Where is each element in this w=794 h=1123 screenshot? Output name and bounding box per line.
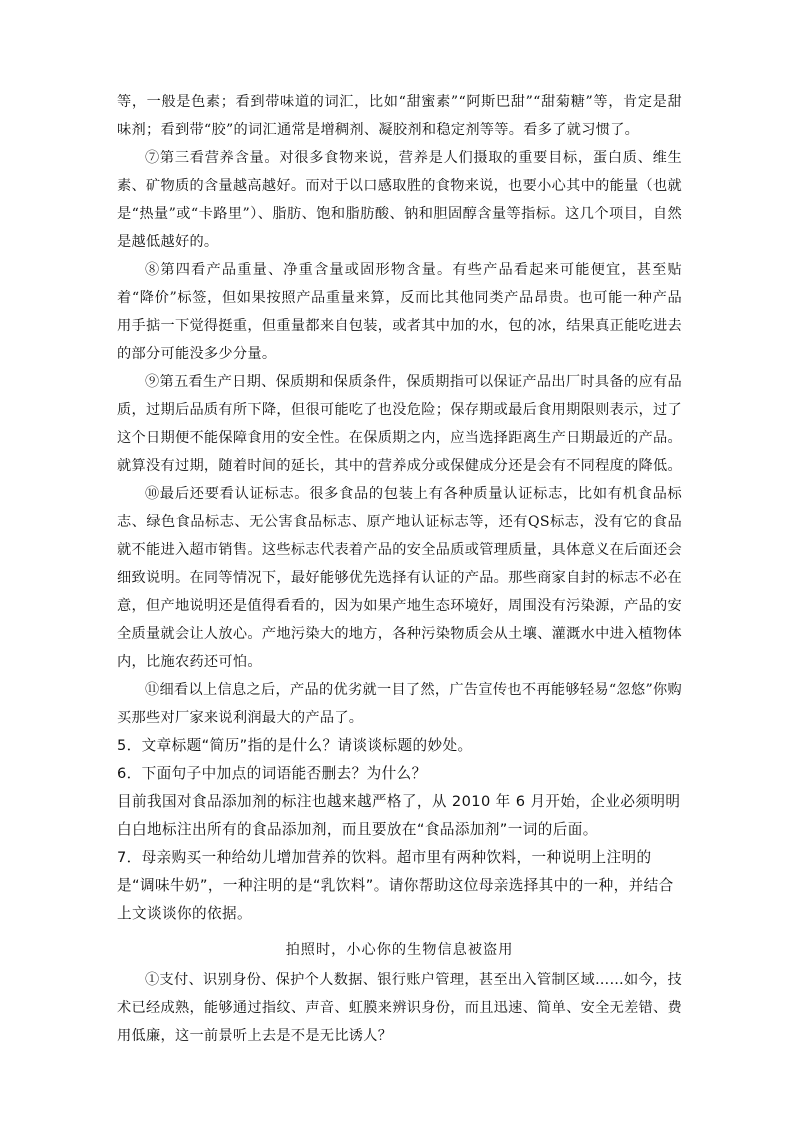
question-6: 6．下面句子中加点的词语能否删去？为什么？ xyxy=(117,765,427,782)
question-6-sentence: 目前我国对食品添加剂的标注也越来越严格了，从 2010 年 6 月开始，企业必须明明白白地标注出所有的食品添加剂，而且要放在“食品添加剂”一词的后面。 xyxy=(117,793,681,838)
question-5: 5．文章标题“简历”指的是什么？请谈谈标题的妙处。 xyxy=(117,737,473,754)
article-title: 拍照时，小心你的生物信息被盗用 xyxy=(285,942,514,958)
paragraph-10: ⑩最后还要看认证标志。很多食品的包装上有各种质量认证标志，比如有机食品标志、绿色食品标志、无公害食品标志、原产地认证标志等，还有QS标志，没有它的食品就不能进入超市销售。这些标志代表着产品的安全品质或管理质量，具体意义在后面还会细致说明。在同等情况下，最好能够优先选择有认证的产品。那些商家自封的标志不必在意，但产地说明还是值得看看的，因为如果产地生态环境好，周围没有污染源，产品的安全质量就会让人放心。产地污染大的地方，各种污染物质会从土壤、灌溉水中进入植物体内，比施农药还可怕。 xyxy=(117,486,683,670)
paragraph-continued: 等，一般是色素；看到带味道的词汇，比如“甜蜜素”“阿斯巴甜”“甜菊糖”等，肯定是甜味剂；看到带“胶”的词汇通常是增稠剂、凝胶剂和稳定剂等等。看多了就习惯了。 xyxy=(117,94,682,138)
article2-paragraph-1: ①支付、识别身份、保护个人数据、银行账户管理，甚至出入管制区域……如今，技术已经成熟，能够通过指纹、声音、虹膜来辨识身份，而且迅速、简单、安全无差错、费用低廉，这一前景听上去是不是无比诱人？ xyxy=(117,972,683,1044)
paragraph-8: ⑧第四看产品重量、净重含量或固形物含量。有些产品看起来可能便宜，甚至贴着“降价”标签，但如果按照产品重量来算，反而比其他同类产品昂贵。也可能一种产品用手掂一下觉得挺重，但重量都来自包装，或者其中加的水，包的冰，结果真正能吃进去的部分可能没多少分量。 xyxy=(117,262,683,362)
document-page xyxy=(117,88,682,1050)
paragraph-11: ⑪细看以上信息之后，产品的优劣就一目了然，广告宣传也不再能够轻易“忽悠”你购买那些对厂家来说利润最大的产品了。 xyxy=(117,682,682,726)
question-7: 7．母亲购买一种给幼儿增加营养的饮料。超市里有两种饮料，一种说明上注明的是“调味牛奶”，一种注明的是“乳饮料”。请你帮助这位母亲选择其中的一种，并结合上文谈谈你的依据。 xyxy=(117,849,674,922)
paragraph-9: ⑨第五看生产日期、保质期和保质条件，保质期指可以保证产品出厂时具备的应有品质，过期后品质有所下降，但很可能吃了也没危险；保存期或最后食用期限则表示，过了这个日期便不能保障食用的安全性。在保质期之内，应当选择距离生产日期最近的产品。就算没有过期，随着时间的延长，其中的营养成分或保健成分还是会有不同程度的降低。 xyxy=(117,374,683,474)
paragraph-7: ⑦第三看营养含量。对很多食物来说，营养是人们摄取的重要目标，蛋白质、维生素、矿物质的含量越高越好。而对于以口感取胜的食物来说，也要小心其中的能量（也就是“热量”或“卡路里”）、脂肪、饱和脂肪酸、钠和胆固醇含量等指标。这几个项目，自然是越低越好的。 xyxy=(117,150,683,250)
